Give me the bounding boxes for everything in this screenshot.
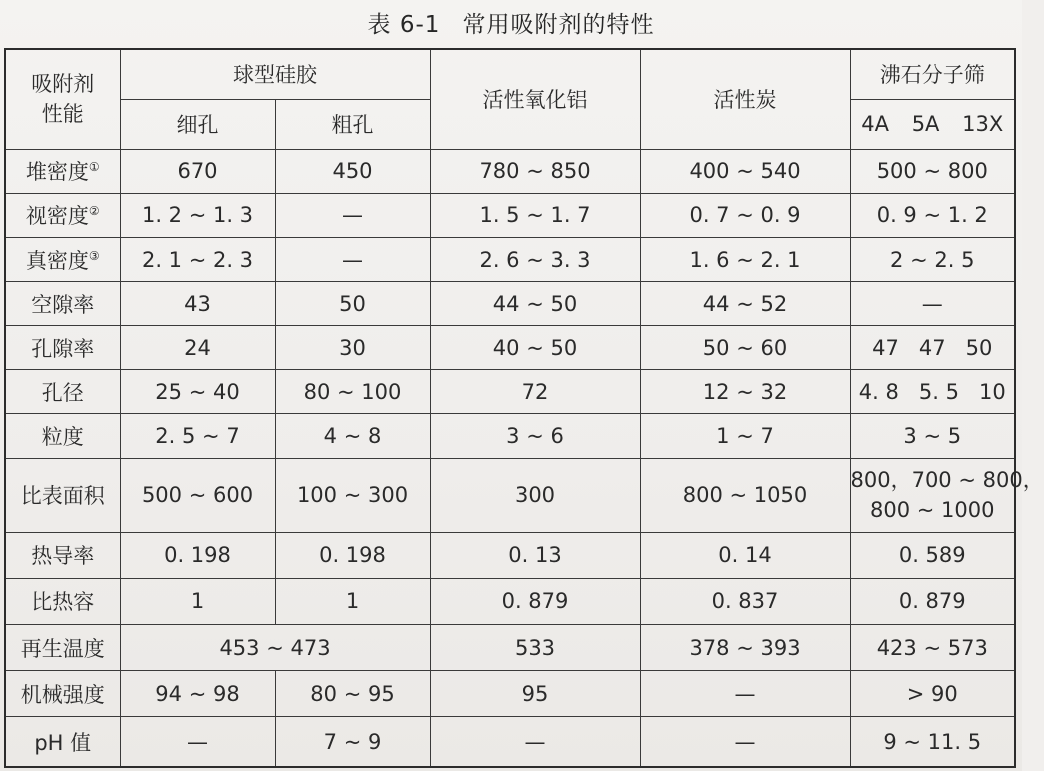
cell-zeolite: 3 ~ 5 [850, 414, 1015, 458]
table-row [5, 414, 1015, 458]
cell-alumina: 780 ~ 850 [430, 149, 640, 193]
cell-carbon: 400 ~ 540 [640, 149, 850, 193]
zeolite-type-13x: 13X [962, 112, 1004, 137]
cell-silica-fine: 0. 198 [120, 532, 275, 578]
table-row [5, 458, 1015, 532]
cell-carbon: — [640, 717, 850, 767]
cell-zeolite: 0. 879 [850, 578, 1015, 624]
cell-silica-fine: — [120, 717, 275, 767]
cell-carbon: 0. 837 [640, 578, 850, 624]
table-row [5, 578, 1015, 624]
row-label: 堆密度① [5, 149, 120, 193]
row-label: 视密度② [5, 193, 120, 237]
cell-alumina: 72 [430, 370, 640, 414]
cell-zeolite: 9 ~ 11. 5 [850, 717, 1015, 767]
cell-carbon: 50 ~ 60 [640, 326, 850, 370]
cell-zeolite: 423 ~ 573 [850, 624, 1015, 670]
cell-alumina: 3 ~ 6 [430, 414, 640, 458]
cell-alumina: — [430, 717, 640, 767]
cell-zeolite: 0. 589 [850, 532, 1015, 578]
cell-silica-coarse: 30 [275, 326, 430, 370]
cell-alumina: 1. 5 ~ 1. 7 [430, 193, 640, 237]
cell-silica-fine: 1. 2 ~ 1. 3 [120, 193, 275, 237]
cell-zeolite: 500 ~ 800 [850, 149, 1015, 193]
row-label: 空隙率 [5, 282, 120, 326]
table-row [5, 370, 1015, 414]
cell-silica-fine: 24 [120, 326, 275, 370]
table-row [5, 326, 1015, 370]
table-title: 常用吸附剂的特性 [462, 12, 655, 38]
cell-silica-coarse: — [275, 237, 430, 281]
cell-carbon: — [640, 671, 850, 717]
cell-alumina: 533 [430, 624, 640, 670]
row-label: 热导率 [5, 532, 120, 578]
footnote-mark: ③ [88, 248, 100, 263]
cell-carbon: 44 ~ 52 [640, 282, 850, 326]
cell-zeolite: — [850, 282, 1015, 326]
row-label: 再生温度 [5, 624, 120, 670]
header-silica-coarse: 粗孔 [275, 99, 430, 149]
cell-silica-coarse: 7 ~ 9 [275, 717, 430, 767]
cell-zeolite: 4. 8 5. 5 10 [850, 370, 1015, 414]
cell-carbon: 800 ~ 1050 [640, 458, 850, 532]
row-label: 真密度③ [5, 237, 120, 281]
cell-silica-fine: 670 [120, 149, 275, 193]
row-label: 比热容 [5, 578, 120, 624]
cell-carbon: 1. 6 ~ 2. 1 [640, 237, 850, 281]
header-alumina: 活性氧化铝 [430, 49, 640, 149]
corner-header-property: 性能 [41, 102, 84, 127]
cell-alumina: 44 ~ 50 [430, 282, 640, 326]
table-row [5, 532, 1015, 578]
cell-alumina: 0. 879 [430, 578, 640, 624]
cell-silica-coarse: 80 ~ 95 [275, 671, 430, 717]
cell-silica-coarse: 1 [275, 578, 430, 624]
footnote-mark: ② [88, 204, 100, 219]
cell-carbon: 0. 7 ~ 0. 9 [640, 193, 850, 237]
header-zeolite-types [850, 99, 1015, 149]
cell-alumina: 0. 13 [430, 532, 640, 578]
cell-alumina: 95 [430, 671, 640, 717]
cell-zeolite: 0. 9 ~ 1. 2 [850, 193, 1015, 237]
cell-zeolite-line-1: 800，700 ~ 800， [850, 468, 1044, 493]
header-row-1 [5, 49, 1015, 99]
cell-silica-coarse: — [275, 193, 430, 237]
cell-alumina: 300 [430, 458, 640, 532]
cell-silica-coarse: 50 [275, 282, 430, 326]
cell-silica-coarse: 0. 198 [275, 532, 430, 578]
cell-carbon: 0. 14 [640, 532, 850, 578]
table-row [5, 237, 1015, 281]
header-silica-fine: 细孔 [120, 99, 275, 149]
adsorbent-properties-table [4, 48, 1044, 768]
cell-zeolite: 2 ~ 2. 5 [850, 237, 1015, 281]
footnote-mark: ① [88, 160, 100, 175]
row-label: pH 值 [5, 717, 120, 767]
cell-silica-fine: 25 ~ 40 [120, 370, 275, 414]
cell-silica-coarse: 4 ~ 8 [275, 414, 430, 458]
cell-alumina: 2. 6 ~ 3. 3 [430, 237, 640, 281]
zeolite-type-5a: 5A [911, 112, 940, 137]
cell-silica-fine: 2. 5 ~ 7 [120, 414, 275, 458]
table-row [5, 671, 1015, 717]
table-row [5, 717, 1015, 767]
row-label: 比表面积 [5, 458, 120, 532]
cell-silica-fine: 43 [120, 282, 275, 326]
corner-header-cell [5, 49, 120, 149]
corner-header-adsorbent: 吸附剂 [31, 72, 95, 97]
cell-carbon: 378 ~ 393 [640, 624, 850, 670]
cell-silica-fine: 1 [120, 578, 275, 624]
row-label: 机械强度 [5, 671, 120, 717]
cell-zeolite [850, 458, 1044, 532]
row-label: 孔隙率 [5, 326, 120, 370]
table-caption [0, 6, 1022, 39]
cell-silica-coarse: 450 [275, 149, 430, 193]
cell-zeolite: 47 47 50 [850, 326, 1015, 370]
cell-silica-fine: 2. 1 ~ 2. 3 [120, 237, 275, 281]
cell-alumina: 40 ~ 50 [430, 326, 640, 370]
zeolite-type-4a: 4A [861, 112, 889, 137]
cell-silica-coarse: 80 ~ 100 [275, 370, 430, 414]
table-row [5, 624, 1015, 670]
cell-carbon: 1 ~ 7 [640, 414, 850, 458]
table-row [5, 282, 1015, 326]
header-zeolite: 沸石分子筛 [850, 49, 1015, 99]
cell-zeolite: > 90 [850, 671, 1015, 717]
cell-carbon: 12 ~ 32 [640, 370, 850, 414]
row-label: 粒度 [5, 414, 120, 458]
cell-silica-fine: 94 ~ 98 [120, 671, 275, 717]
header-silica-gel: 球型硅胶 [120, 49, 430, 99]
header-carbon: 活性炭 [640, 49, 850, 149]
cell-silica-coarse: 100 ~ 300 [275, 458, 430, 532]
cell-silica-merged: 453 ~ 473 [120, 624, 430, 670]
row-label: 孔径 [5, 370, 120, 414]
table-number: 表 6-1 [367, 12, 441, 38]
table-row [5, 149, 1015, 193]
cell-zeolite-line-2: 800 ~ 1000 [870, 498, 995, 523]
cell-silica-fine: 500 ~ 600 [120, 458, 275, 532]
table-row [5, 193, 1015, 237]
